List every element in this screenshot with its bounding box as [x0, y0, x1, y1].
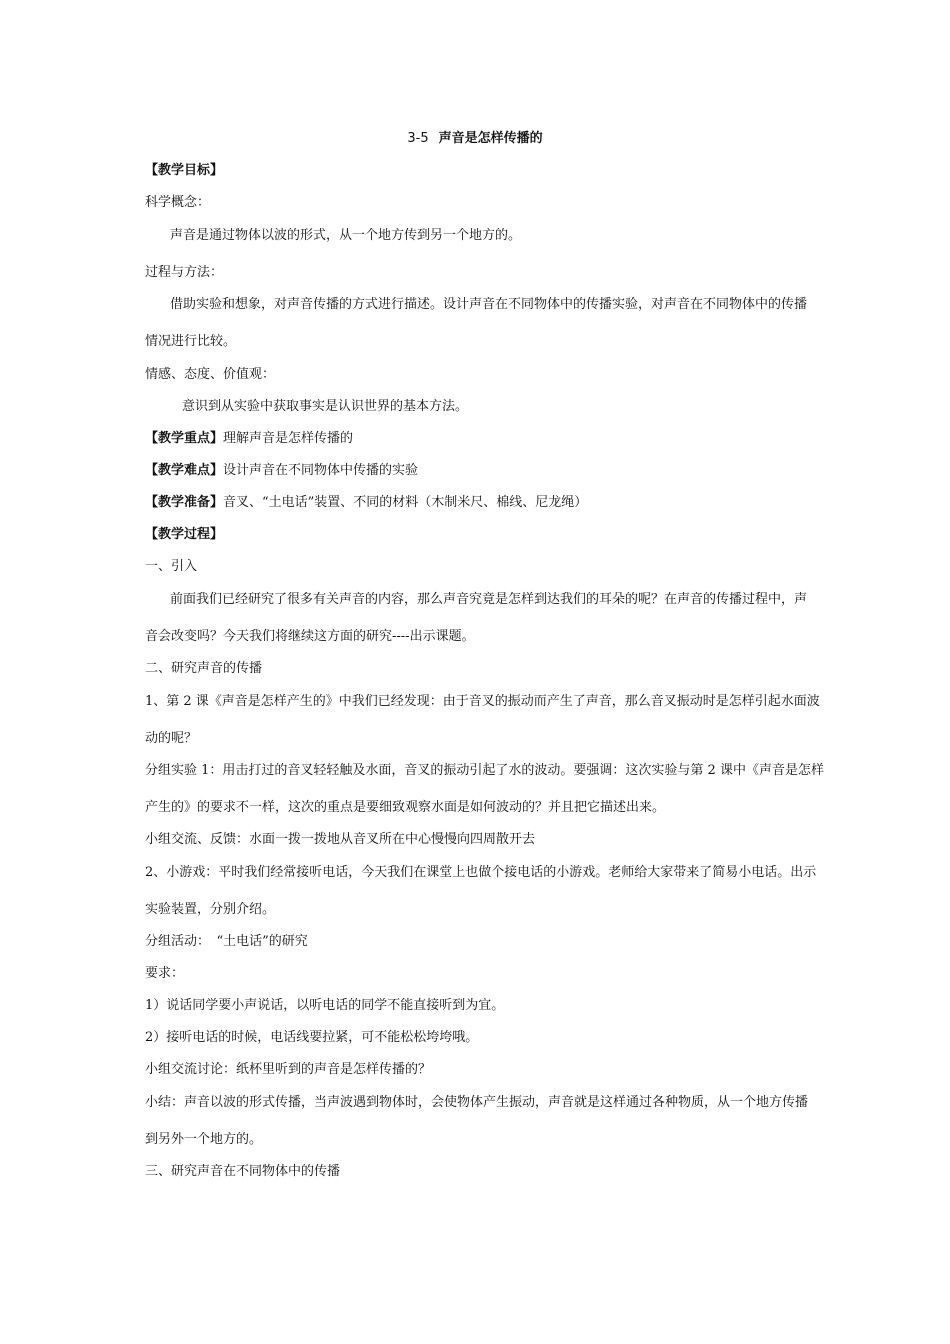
- process-heading: 【教学过程】: [145, 527, 224, 542]
- key-point-label: 【教学重点】: [145, 431, 224, 446]
- intro-line-2: 音会改变吗？今天我们将继续这方面的研究----出示课题。: [145, 629, 475, 644]
- requirement-1: 1）说话同学要小声说话，以听电话的同学不能直接听到为宜。: [145, 998, 505, 1013]
- intro-line-1: 前面我们已经研究了很多有关声音的内容，那么声音究竟是怎样到达我们的耳朵的呢？在声音的传播过程中，声: [170, 592, 808, 607]
- difficulty-text: 设计声音在不同物体中传播的实验: [223, 463, 419, 478]
- attitude-label: 情感、态度、价值观：: [145, 367, 276, 382]
- game-line-1: 2、小游戏：平时我们经常接听电话，今天我们在课堂上也做个接电话的小游戏。老师给大家带来了简易小电话。出示: [145, 865, 817, 880]
- goals-heading: 【教学目标】: [145, 163, 224, 178]
- method-line-1: 借助实验和想象，对声音传播的方式进行描述。设计声音在不同物体中的传播实验，对声音在不同物体中的传播: [170, 297, 808, 312]
- key-point-text: 理解声音是怎样传播的: [223, 431, 354, 446]
- game-line-2: 实验装置，分别介绍。: [145, 902, 276, 917]
- summary-line-2: 到另外一个地方的。: [145, 1132, 263, 1147]
- section-2-title: 二、研究声音的传播: [145, 661, 263, 676]
- activity-line: 分组活动： “土电话”的研究: [145, 934, 308, 949]
- method-label: 过程与方法：: [145, 265, 224, 280]
- prep-label: 【教学准备】: [145, 495, 224, 510]
- prep-text: 音叉、“土电话”装置、不同的材料（木制米尺、棉线、尼龙绳）: [223, 495, 588, 510]
- prep-line: [145, 495, 587, 511]
- attitude-text: 意识到从实验中获取事实是认识世界的基本方法。: [182, 399, 469, 414]
- feedback-line: 小组交流、反馈：水面一拨一拨地从音叉所在中心慢慢向四周散开去: [145, 832, 536, 847]
- experiment-1-line-2: 产生的》的要求不一样，这次的重点是要细致观察水面是如何波动的？并且把它描述出来。: [145, 800, 666, 815]
- concept-label: 科学概念：: [145, 195, 211, 210]
- method-line-2: 情况进行比较。: [145, 334, 237, 349]
- difficulty-label: 【教学难点】: [145, 463, 224, 478]
- key-point-line: [145, 431, 353, 447]
- point-1-line-2: 动的呢？: [145, 731, 198, 746]
- lesson-title: 声音是怎样传播的: [438, 131, 543, 146]
- section-1-title: 一、引入: [145, 559, 198, 574]
- page-title: [0, 131, 950, 147]
- requirement-2: 2）接听电话的时候，电话线要拉紧，可不能松松垮垮哦。: [145, 1030, 479, 1045]
- point-1-line-1: 1、第 2 课《声音是怎样产生的》中我们已经发现：由于音叉的振动而产生了声音，那么音叉振动时是怎样引起水面波: [145, 694, 820, 709]
- summary-line-1: 小结：声音以波的形式传播，当声波遇到物体时，会使物体产生振动，声音就是这样通过各种物质，从一个地方传播: [145, 1095, 809, 1110]
- requirements-label: 要求：: [145, 966, 185, 981]
- discussion-line: 小组交流讨论：纸杯里听到的声音是怎样传播的？: [145, 1062, 432, 1077]
- section-3-title: 三、研究声音在不同物体中的传播: [145, 1164, 341, 1179]
- lesson-number: 3-5: [407, 131, 429, 146]
- difficulty-line: [145, 463, 418, 479]
- concept-text: 声音是通过物体以波的形式，从一个地方传到另一个地方的。: [170, 228, 522, 243]
- experiment-1-line-1: 分组实验 1：用击打过的音叉轻轻触及水面，音叉的振动引起了水的波动。要强调：这次实验与第 2 课中《声音是怎样: [145, 763, 824, 778]
